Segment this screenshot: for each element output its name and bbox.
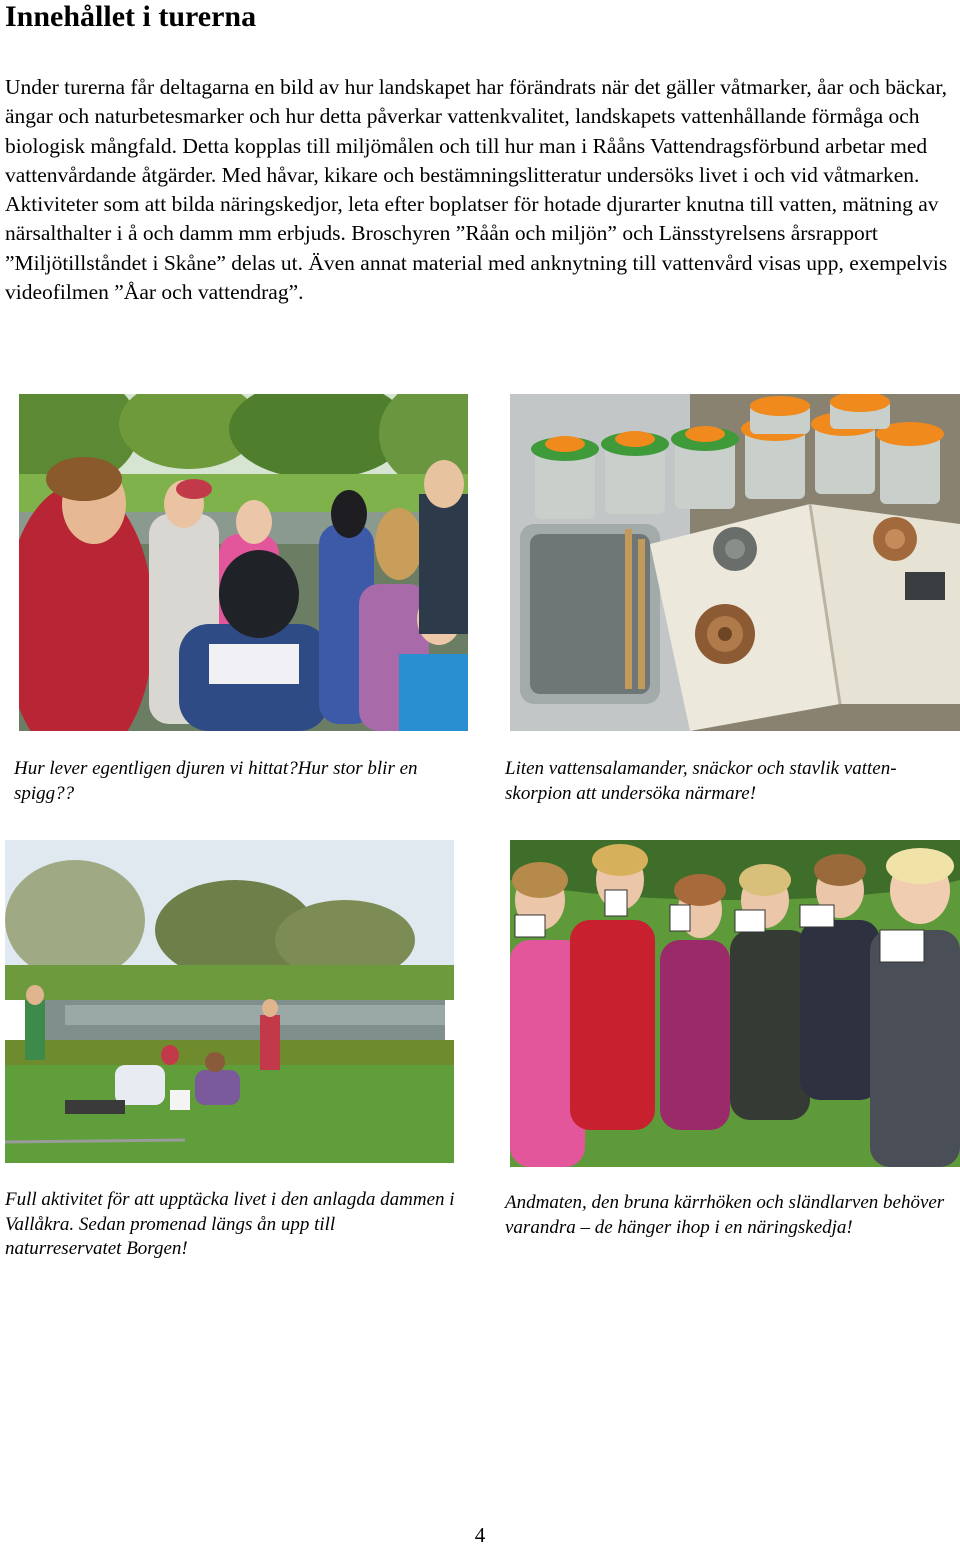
photo-children-at-pond xyxy=(19,394,468,731)
photo-caption: Andmaten, den bruna kärrhöken och sländlarven behöver varandra – de hänger ihop i en näringskedja! xyxy=(505,1192,945,1238)
intro-paragraph: Under turerna får deltagarna en bild av hur landskapet har förändrats när det gäller våtmarker, åar och bäckar, ängar och naturbetesmarker och hur detta påverkar vattenkvalitet, landskapets vattenhållande förmåga och biologisk mångfald. Detta kopplas till miljömålen och till hur man i Rååns Vattendragsförbund arbetar med vattenvårdande åtgärder. Med håvar, kikare och bestämningslitteratur undersöks livet i och vid våtmarken. Aktiviteter som att bilda näringskedjor, leta efter boplatser för hotade djurarter knutna till vatten, mätning av närsalthalter i å och damm mm erbjuds. Broschyren ”Råån och miljön” och Länsstyrelsens årsrapport ”Miljötillståndet i Skåne” delas ut. Även annat material med anknytning till vattenvård visas upp, exempelvis videofilmen ”Åar och vattendrag”. xyxy=(5,75,948,305)
photo-caption: Liten vattensalamander, snäckor och stavlik vatten-skorpion att undersöka närmare! xyxy=(505,758,897,804)
photo-caption: Full aktivitet för att upptäcka livet i den anlagda dammen i Vallåkra. Sedan promenad längs ån upp till naturreservatet Borgen! xyxy=(5,1189,455,1259)
photo-pond-vallakra xyxy=(5,840,454,1163)
page-number: 4 xyxy=(474,1523,486,1547)
photo-caption: Hur lever egentligen djuren vi hittat?Hur stor blir en spigg?? xyxy=(14,758,418,804)
page-title: Innehållet i turerna xyxy=(5,0,257,33)
photo-jars-and-book xyxy=(510,394,960,731)
photo-children-with-cards xyxy=(510,840,960,1167)
